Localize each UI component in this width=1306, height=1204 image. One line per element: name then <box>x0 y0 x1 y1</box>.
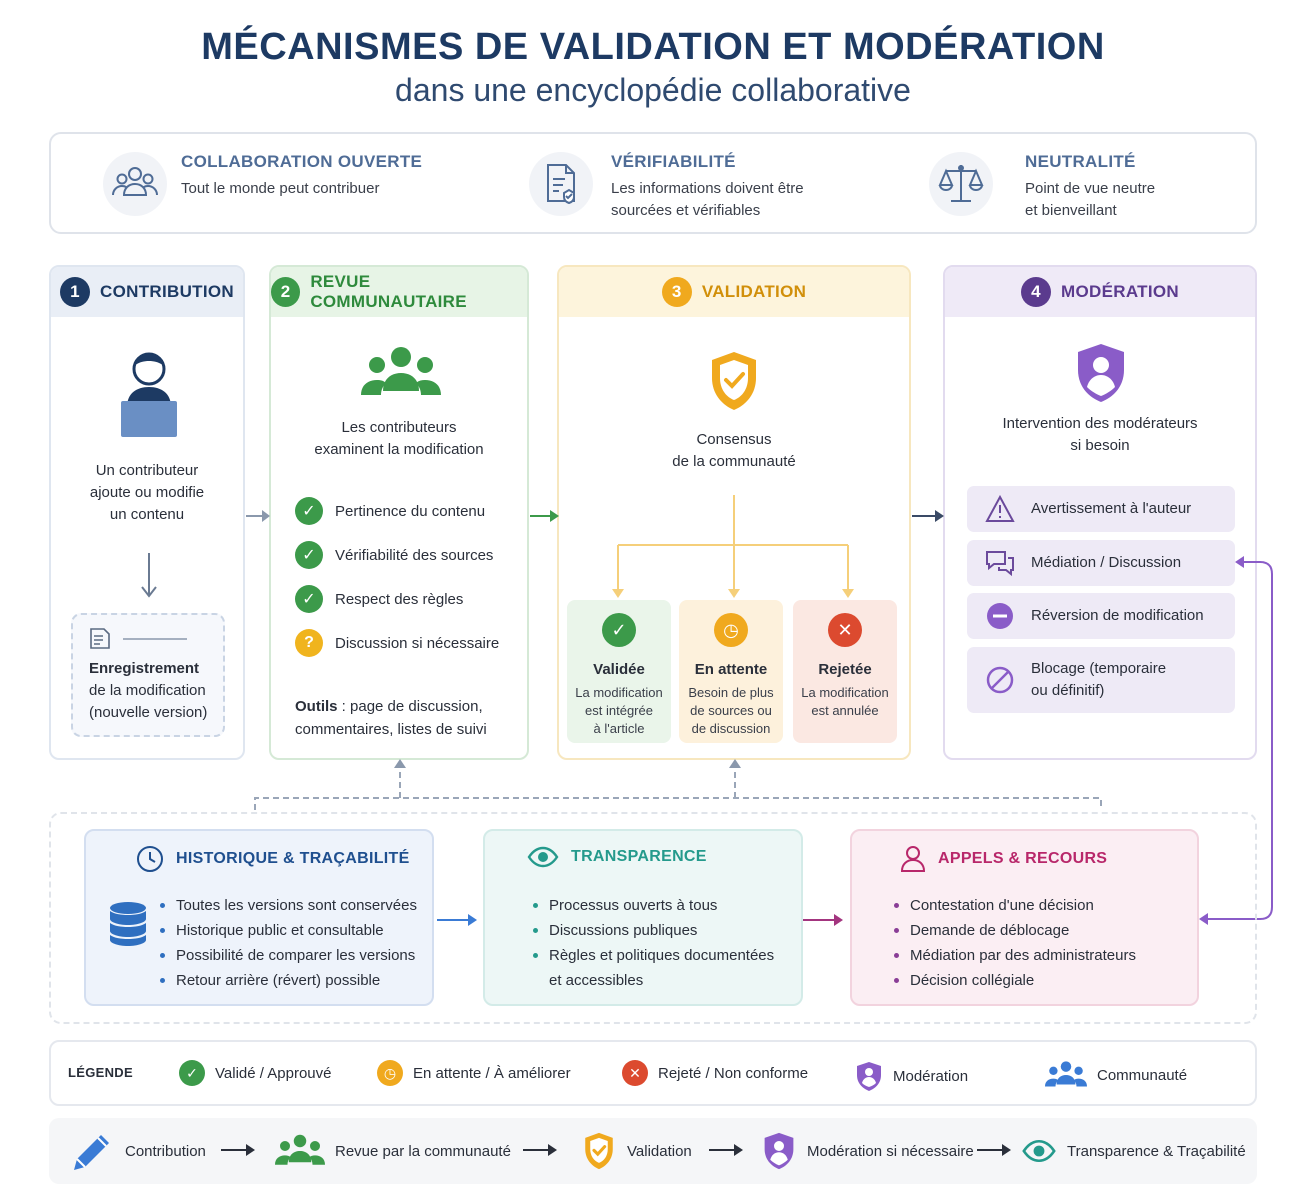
list-item: Retour arrière (révert) possible <box>160 968 417 993</box>
outcome-title: En attente <box>694 661 768 678</box>
check-label: Respect des règles <box>335 590 464 608</box>
legend-item: ✓ Validé / Approuvé <box>179 1060 331 1086</box>
outcome-desc: La modification est annulée <box>801 685 889 718</box>
step-title: CONTRIBUTION <box>100 282 234 301</box>
principle-title: NEUTRALITÉ <box>1025 152 1136 171</box>
action-revert: Réversion de modification <box>967 593 1235 639</box>
flow-arrow <box>523 1149 555 1151</box>
panel-history <box>84 829 434 1006</box>
step-title: REVUE COMMUNAUTAIRE <box>310 272 467 311</box>
flow-step: Validation <box>581 1132 692 1170</box>
list-item: Médiation par des administrateurs <box>894 943 1136 968</box>
list-item: Contestation d'une décision <box>894 893 1136 918</box>
legend-item: Modération <box>855 1060 968 1092</box>
flow-step: Contribution <box>71 1132 206 1170</box>
list-item: Toutes les versions sont conservées <box>160 893 417 918</box>
clock-icon: ◷ <box>714 613 748 647</box>
principle-desc: Point de vue neutre et bienveillant <box>1025 180 1156 219</box>
panel-list <box>533 893 774 993</box>
panel-header: HISTORIQUE & TRAÇABILITÉ <box>136 845 410 873</box>
outcome-desc: La modification est intégrée à l'article <box>575 685 663 736</box>
action-block: Blocage (temporaire ou définitif) <box>967 647 1235 713</box>
pencil-icon <box>71 1131 115 1171</box>
step-number: 3 <box>662 277 692 307</box>
user-icon <box>900 845 926 873</box>
panel-appeals <box>850 829 1199 1006</box>
panel-header: TRANSPARENCE <box>527 845 707 869</box>
check-icon: ✓ <box>602 613 636 647</box>
eye-icon <box>1021 1138 1057 1164</box>
flow-step: Transparence & Traçabilité <box>1021 1132 1246 1170</box>
tools-note: Outils : page de discussion, commentaires, listes de suivi <box>295 698 487 738</box>
panel-list <box>894 893 1136 993</box>
list-item: Règles et politiques documentées <box>533 943 774 968</box>
step-title: MODÉRATION <box>1061 282 1179 301</box>
eye-icon <box>527 845 559 869</box>
principle-desc: Les informations doivent être sourcées et vérifiables <box>611 180 804 219</box>
check-icon: ✓ <box>179 1060 205 1086</box>
principle-desc: Tout le monde peut contribuer <box>181 180 380 197</box>
legend-item: Communauté <box>1045 1060 1187 1090</box>
outcome-title: Validée <box>593 661 645 678</box>
check-icon: ✓ <box>295 585 323 613</box>
legend-item: ◷ En attente / À améliorer <box>377 1060 571 1086</box>
record-text: Enregistrement de la modification (nouvelle version) <box>89 660 208 721</box>
step-number: 4 <box>1021 277 1051 307</box>
list-item: Discussions publiques <box>533 918 774 943</box>
cross-icon: ✕ <box>828 613 862 647</box>
outcome-desc: Besoin de plus de sources ou de discussion <box>688 685 774 736</box>
step-description: Un contributeur ajoute ou modifie un contenu <box>89 462 205 523</box>
step-title: VALIDATION <box>701 282 807 301</box>
step-description: Intervention des modérateurs si besoin <box>1002 415 1198 454</box>
check-label: Vérifiabilité des sources <box>335 546 494 564</box>
page-title: MÉCANISMES DE VALIDATION ET MODÉRATION <box>201 26 1105 68</box>
flow-step: Modération si nécessaire <box>761 1132 974 1170</box>
check-icon: ✓ <box>295 541 323 569</box>
shield-icon <box>855 1060 883 1092</box>
list-item: Historique public et consultable <box>160 918 417 943</box>
flow-step: Revue par la communauté <box>275 1132 511 1170</box>
flow-summary <box>49 1118 1257 1184</box>
step-description: Consensus de la communauté <box>672 431 796 470</box>
check-label: Pertinence du contenu <box>335 502 486 520</box>
page-subtitle: dans une encyclopédie collaborative <box>395 72 911 108</box>
community-icon <box>1045 1060 1087 1090</box>
list-item: Demande de déblocage <box>894 918 1136 943</box>
check-label: Discussion si nécessaire <box>335 634 500 652</box>
panel-list <box>160 893 417 993</box>
clock-icon: ◷ <box>377 1060 403 1086</box>
list-item: Décision collégiale <box>894 968 1136 993</box>
principle-title: VÉRIFIABILITÉ <box>611 152 736 171</box>
action-mediation: Médiation / Discussion <box>967 540 1235 586</box>
outcome-title: Rejetée <box>818 661 872 678</box>
legend <box>49 1040 1257 1106</box>
list-item: et accessibles <box>549 972 644 989</box>
flow-arrow <box>221 1149 253 1151</box>
legend-title: LÉGENDE <box>68 1065 133 1080</box>
check-icon: ✓ <box>295 497 323 525</box>
action-warning: Avertissement à l'auteur <box>967 486 1235 532</box>
flow-arrow <box>709 1149 741 1151</box>
clock-icon <box>136 845 164 873</box>
panel-header: APPELS & RECOURS <box>900 845 1107 873</box>
question-icon: ? <box>295 629 323 657</box>
list-item: Processus ouverts à tous <box>533 893 774 918</box>
principle-title: COLLABORATION OUVERTE <box>181 152 423 171</box>
shield-check-icon <box>581 1131 617 1171</box>
legend-item: ✕ Rejeté / Non conforme <box>622 1060 808 1086</box>
cross-icon: ✕ <box>622 1060 648 1086</box>
step-description: Les contributeurs examinent la modification <box>314 419 484 458</box>
moderator-shield-icon <box>761 1131 797 1171</box>
list-item: Possibilité de comparer les versions <box>160 943 417 968</box>
community-icon <box>275 1133 325 1169</box>
step-number: 1 <box>60 277 90 307</box>
panel-transparency <box>483 829 803 1006</box>
database-icon <box>108 901 148 947</box>
step-number: 2 <box>271 277 300 307</box>
flow-arrow <box>977 1149 1009 1151</box>
